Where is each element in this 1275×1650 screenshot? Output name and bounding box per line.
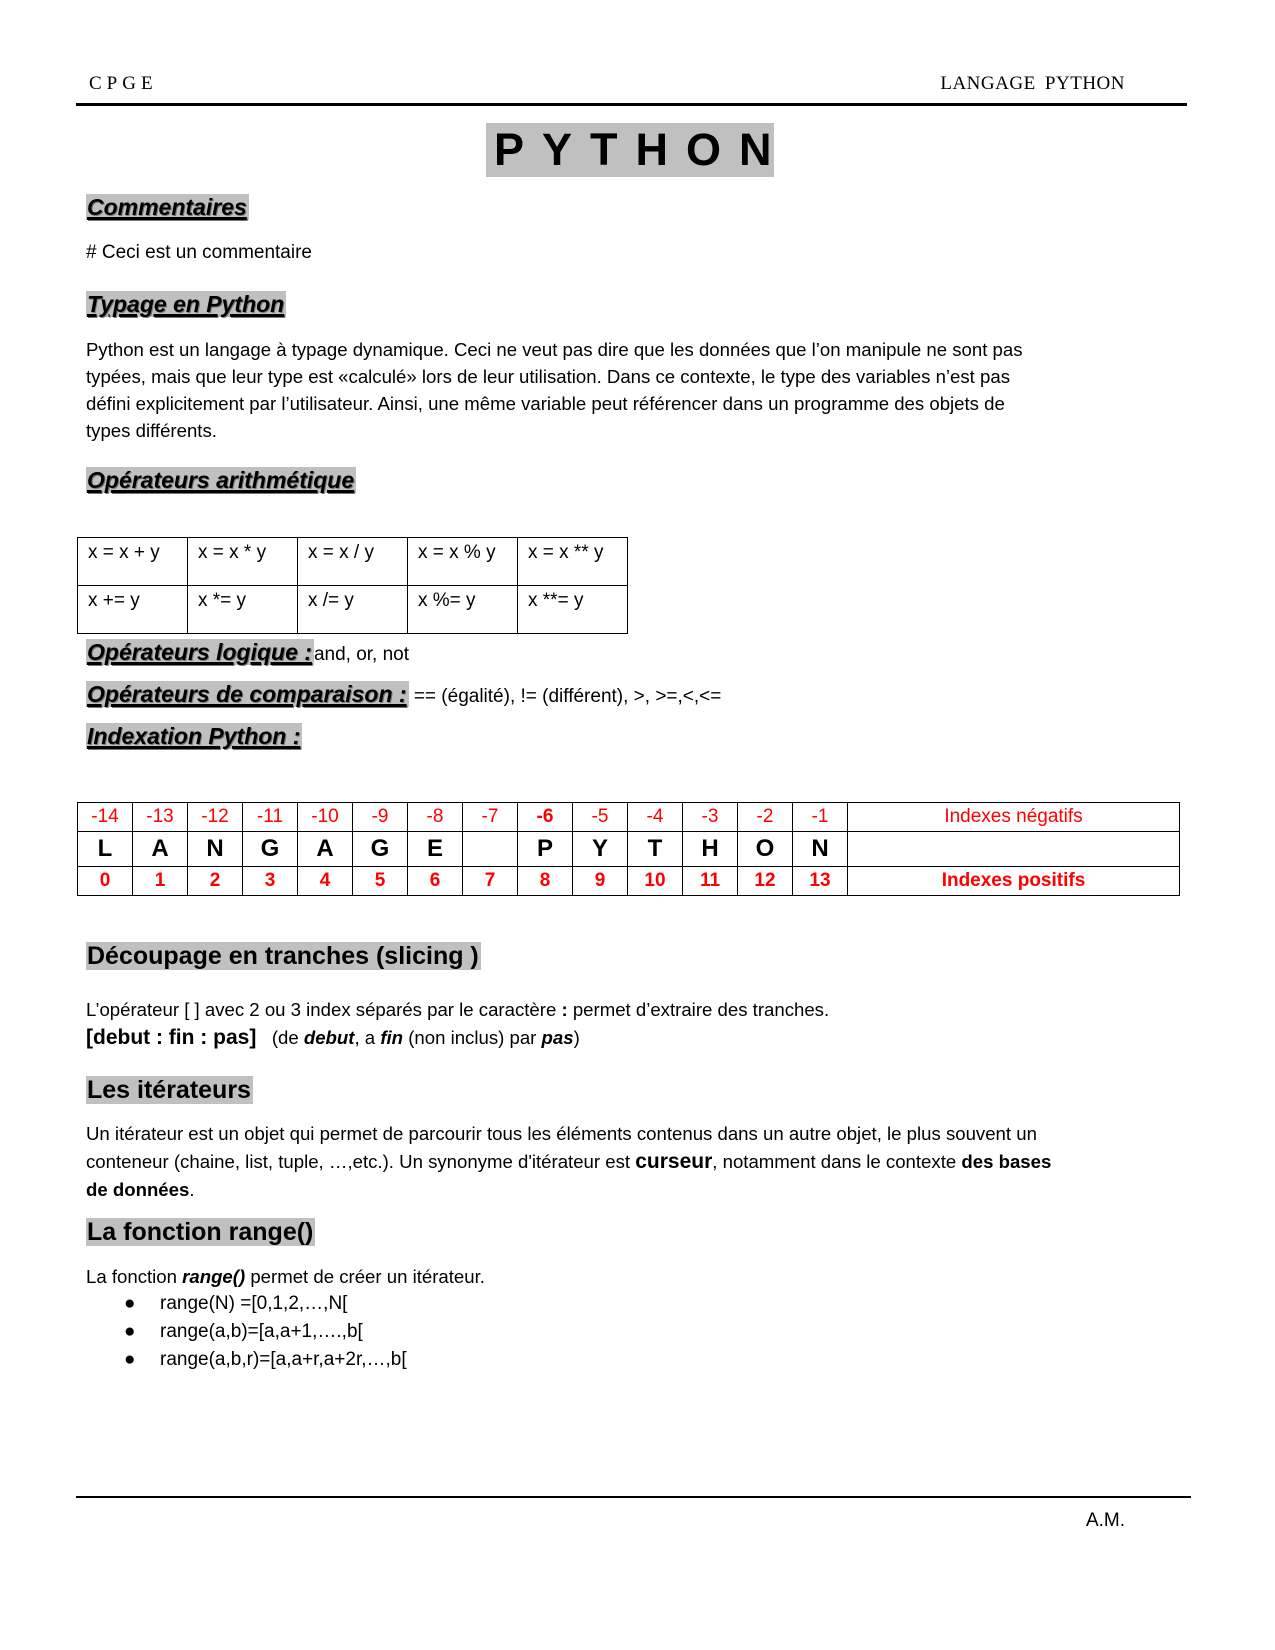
term-pas: pas bbox=[541, 1027, 574, 1048]
term-donnees: de données bbox=[86, 1179, 190, 1200]
table-cell: x %= y bbox=[408, 586, 518, 634]
heading-comparaison: Opérateurs de comparaison : bbox=[87, 681, 407, 707]
char-cell bbox=[463, 832, 518, 867]
index-cell: -5 bbox=[573, 803, 628, 832]
header-right: LANGAGE PYTHON bbox=[940, 73, 1125, 94]
iterateurs-text: . bbox=[189, 1179, 195, 1200]
heading-typage: Typage en Python bbox=[87, 291, 285, 317]
colon-char: : bbox=[561, 999, 568, 1020]
section-range bbox=[86, 1213, 315, 1251]
table-cell: x *= y bbox=[188, 586, 298, 634]
iterateurs-paragraph bbox=[86, 1120, 1196, 1204]
positive-index-label: Indexes positifs bbox=[848, 867, 1180, 896]
comment-example: # Ceci est un commentaire bbox=[86, 242, 312, 263]
index-cell: 4 bbox=[298, 867, 353, 896]
index-cell: 2 bbox=[188, 867, 243, 896]
char-cell: A bbox=[133, 832, 188, 867]
term-curseur: curseur bbox=[635, 1150, 713, 1173]
section-logique bbox=[86, 636, 409, 669]
bullet-icon: ● bbox=[124, 1321, 136, 1342]
indexation-table bbox=[77, 802, 1180, 896]
typage-line: Python est un langage à typage dynamique. Ceci ne veut pas dire que les données que l’on manipule ne sont pas bbox=[86, 339, 1023, 360]
section-typage bbox=[86, 288, 286, 320]
slicing-expl: (de bbox=[271, 1027, 304, 1048]
positive-index-row bbox=[78, 867, 1180, 896]
index-cell: -10 bbox=[298, 803, 353, 832]
slicing-expl: , a bbox=[354, 1027, 381, 1048]
iterateurs-line: Un itérateur est un objet qui permet de parcourir tous les éléments contenus dans un autre objet, le plus souvent un bbox=[86, 1123, 1037, 1144]
arithmetic-operators-table bbox=[77, 537, 628, 634]
char-cell: N bbox=[793, 832, 848, 867]
heading-indexation: Indexation Python : bbox=[87, 723, 301, 749]
characters-row bbox=[78, 832, 1180, 867]
index-cell: -13 bbox=[133, 803, 188, 832]
empty-label-cell bbox=[848, 832, 1180, 867]
index-cell: 11 bbox=[683, 867, 738, 896]
typage-line: défini explicitement par l’utilisateur. Ainsi, une même variable peut référencer dans un programme des objets de bbox=[86, 393, 1005, 414]
header-left: CPGE bbox=[89, 73, 158, 94]
section-indexation bbox=[86, 720, 302, 752]
table-row bbox=[78, 586, 628, 634]
table-cell: x = x / y bbox=[298, 538, 408, 586]
table-cell: x = x ** y bbox=[518, 538, 628, 586]
char-cell: N bbox=[188, 832, 243, 867]
list-item bbox=[86, 1318, 407, 1346]
iterateurs-text: conteneur (chaine, list, tuple, …,etc.). Un synonyme d'itérateur est bbox=[86, 1151, 636, 1172]
footer-divider bbox=[76, 1496, 1191, 1498]
index-cell: -2 bbox=[738, 803, 793, 832]
section-iterateurs bbox=[86, 1071, 253, 1109]
list-item bbox=[86, 1346, 407, 1374]
table-cell: x **= y bbox=[518, 586, 628, 634]
index-cell: -12 bbox=[188, 803, 243, 832]
term-range: range() bbox=[182, 1266, 246, 1287]
table-cell: x /= y bbox=[298, 586, 408, 634]
list-item-text: range(a,b,r)=[a,a+r,a+2r,…,b[ bbox=[160, 1349, 407, 1370]
char-cell: T bbox=[628, 832, 683, 867]
section-commentaires bbox=[86, 191, 249, 223]
char-cell: P bbox=[518, 832, 573, 867]
section-slicing bbox=[86, 937, 481, 975]
comparaison-operators: == (égalité), != (différent), >, >=,<,<= bbox=[408, 686, 722, 707]
heading-arithmetique: Opérateurs arithmétique bbox=[87, 467, 355, 493]
index-cell: -9 bbox=[353, 803, 408, 832]
range-text: permet de créer un itérateur. bbox=[245, 1266, 485, 1287]
bullet-icon: ● bbox=[124, 1293, 136, 1314]
typage-paragraph bbox=[86, 336, 1196, 444]
slicing-expl: (non inclus) par bbox=[403, 1027, 542, 1048]
range-text: La fonction bbox=[86, 1266, 183, 1287]
heading-iterateurs: Les itérateurs bbox=[87, 1076, 251, 1104]
index-cell: -8 bbox=[408, 803, 463, 832]
index-cell: -14 bbox=[78, 803, 133, 832]
logique-operators: and, or, not bbox=[313, 644, 410, 665]
term-fin: fin bbox=[380, 1027, 404, 1048]
index-cell: 1 bbox=[133, 867, 188, 896]
table-cell: x += y bbox=[78, 586, 188, 634]
char-cell: O bbox=[738, 832, 793, 867]
index-cell: 8 bbox=[518, 867, 573, 896]
term-bases: des bases bbox=[961, 1151, 1052, 1172]
index-cell: -11 bbox=[243, 803, 298, 832]
char-cell: L bbox=[78, 832, 133, 867]
list-item-text: range(a,b)=[a,a+1,….,b[ bbox=[160, 1321, 363, 1342]
section-arithmetique bbox=[86, 464, 356, 496]
heading-range: La fonction range() bbox=[87, 1218, 314, 1246]
page-title: PYTHON bbox=[486, 123, 774, 177]
list-item-text: range(N) =[0,1,2,…,N[ bbox=[160, 1293, 348, 1314]
bullet-icon: ● bbox=[124, 1349, 136, 1370]
list-item bbox=[86, 1290, 407, 1318]
typage-line: typées, mais que leur type est «calculé» lors de leur utilisation. Dans ce contexte, le type des variables n’est pas bbox=[86, 366, 1010, 387]
char-cell: G bbox=[243, 832, 298, 867]
char-cell: G bbox=[353, 832, 408, 867]
negative-index-row bbox=[78, 803, 1180, 832]
index-cell: -1 bbox=[793, 803, 848, 832]
index-cell: 7 bbox=[463, 867, 518, 896]
slicing-text: L’opérateur [ ] avec 2 ou 3 index séparés par le caractère bbox=[86, 999, 562, 1020]
char-cell: Y bbox=[573, 832, 628, 867]
index-cell: 9 bbox=[573, 867, 628, 896]
char-cell: A bbox=[298, 832, 353, 867]
table-row bbox=[78, 538, 628, 586]
typage-line: types différents. bbox=[86, 420, 217, 441]
negative-index-label: Indexes négatifs bbox=[848, 803, 1180, 832]
term-debut: debut bbox=[303, 1027, 355, 1048]
slicing-text: permet d’extraire des tranches. bbox=[567, 999, 830, 1020]
table-cell: x = x % y bbox=[408, 538, 518, 586]
heading-slicing: Découpage en tranches (slicing ) bbox=[87, 942, 479, 970]
index-cell: -3 bbox=[683, 803, 738, 832]
char-cell: H bbox=[683, 832, 738, 867]
iterateurs-line bbox=[86, 1148, 1196, 1176]
range-bullet-list bbox=[86, 1290, 407, 1374]
iterateurs-line bbox=[86, 1176, 1196, 1204]
slicing-expl: ) bbox=[573, 1027, 580, 1048]
index-cell: 10 bbox=[628, 867, 683, 896]
header-divider bbox=[76, 103, 1187, 106]
char-cell: E bbox=[408, 832, 463, 867]
table-cell: x = x * y bbox=[188, 538, 298, 586]
heading-logique: Opérateurs logique : bbox=[87, 639, 312, 665]
index-cell: 6 bbox=[408, 867, 463, 896]
index-cell: 12 bbox=[738, 867, 793, 896]
table-cell: x = x + y bbox=[78, 538, 188, 586]
section-comparaison bbox=[86, 678, 721, 711]
index-cell: 0 bbox=[78, 867, 133, 896]
slicing-description bbox=[86, 996, 829, 1024]
range-intro bbox=[86, 1263, 485, 1291]
index-cell: 5 bbox=[353, 867, 408, 896]
index-cell: -4 bbox=[628, 803, 683, 832]
slicing-syntax: [debut : fin : pas] bbox=[86, 1026, 257, 1049]
index-cell: 13 bbox=[793, 867, 848, 896]
iterateurs-text: , notamment dans le contexte bbox=[712, 1151, 962, 1172]
index-cell: -7 bbox=[463, 803, 518, 832]
index-cell: -6 bbox=[518, 803, 573, 832]
slicing-syntax-line bbox=[86, 1024, 580, 1052]
index-cell: 3 bbox=[243, 867, 298, 896]
heading-commentaires: Commentaires bbox=[87, 194, 247, 220]
footer-author: A.M. bbox=[1085, 1510, 1125, 1531]
